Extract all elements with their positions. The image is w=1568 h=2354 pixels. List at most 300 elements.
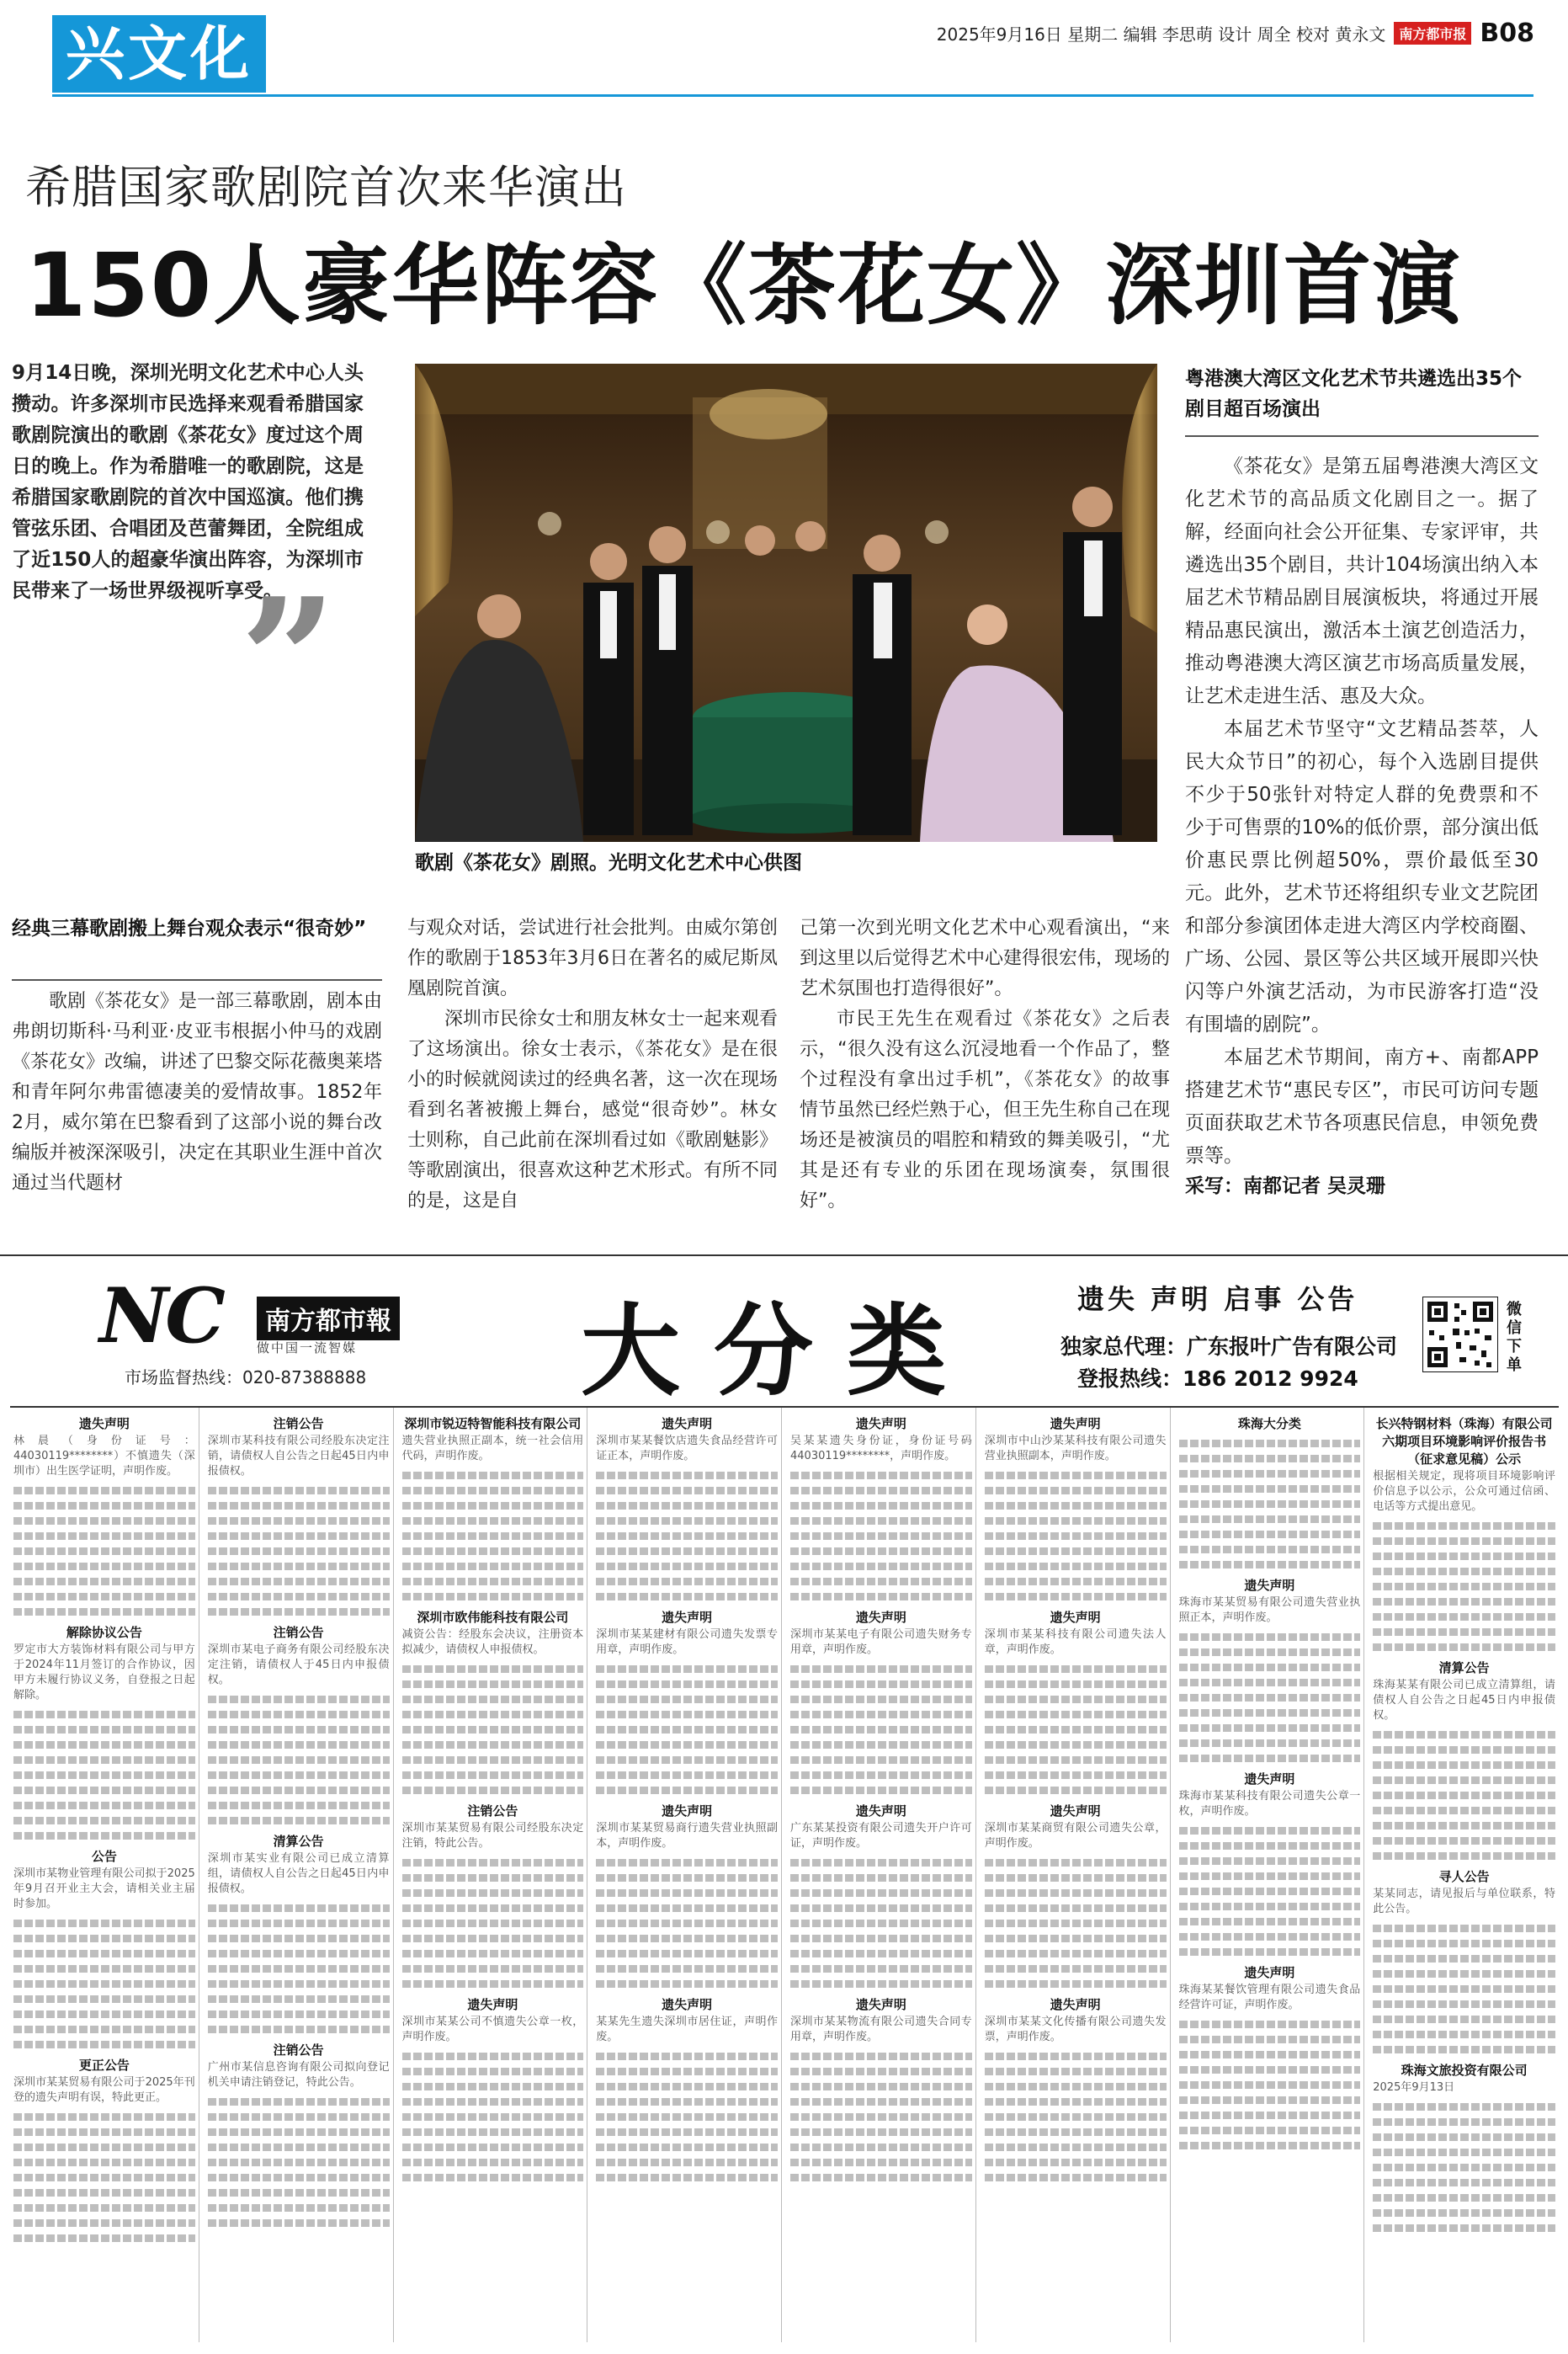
notice-text: 深圳市某科技有限公司经股东决定注销，请债权人自公告之日起45日内申报债权。 [207, 1435, 390, 1478]
fine-print-line [790, 2174, 972, 2181]
notice-text: 2025年9月13日 [1373, 2081, 1455, 2094]
fine-print-line [13, 1920, 195, 1927]
fine-print-line [13, 1726, 195, 1734]
notice-text: 珠海某某餐饮管理有限公司遗失食品经营许可证，声明作废。 [1178, 1984, 1361, 2011]
fine-print-line [790, 1771, 972, 1779]
fine-print-line [402, 2113, 584, 2121]
fine-print-line [13, 1711, 195, 1718]
fine-print-line [1179, 2127, 1361, 2134]
fine-print-line [596, 1593, 778, 1600]
classified-grid [10, 1406, 1559, 2342]
fine-print-line [13, 1487, 195, 1494]
fine-print-line [1179, 1724, 1361, 1732]
fine-print-line [985, 1859, 1167, 1867]
article-paragraph: 己第一次到光明文化艺术中心观看演出，“来到这里以后觉得艺术中心建得很宏伟，现场的艺术氛围也打造得很好”。 [800, 918, 1171, 999]
notice-text: 遗失营业执照正副本，统一社会信用代码，声明作废。 [401, 1435, 584, 1462]
fine-print-line [402, 1665, 584, 1673]
notice-text: 深圳市某某文化传播有限公司遗失发票，声明作废。 [984, 2016, 1167, 2043]
fine-print-line [985, 1593, 1167, 1600]
fine-print-line [596, 1980, 778, 1988]
notice-text: 珠海市某某科技有限公司遗失公章一枚，声明作废。 [1178, 1790, 1361, 1818]
fine-print-line [596, 1726, 778, 1734]
date-editor-line: 2025年9月16日 星期二 编辑 李思萌 设计 周全 校对 黄永文 [936, 24, 1386, 45]
fine-print-line [402, 1771, 584, 1779]
fine-print-line [13, 1532, 195, 1540]
fine-print-line [402, 1741, 584, 1749]
fine-print-line [596, 1680, 778, 1688]
fine-print-line [985, 1726, 1167, 1734]
fine-print-line [208, 1995, 390, 2003]
fine-print-line [1179, 1515, 1361, 1523]
notice-title: 遗失声明 [1244, 1965, 1295, 1980]
fine-print-line [402, 2083, 584, 2090]
fine-print-line [208, 1756, 390, 1764]
notice-title: 清算公告 [1438, 1660, 1490, 1675]
classified-column [1176, 1408, 1365, 2342]
fine-print-line [1179, 2066, 1361, 2074]
fine-print-line [596, 2144, 778, 2151]
fine-print-line [1373, 1552, 1555, 1560]
fine-print-line [1373, 1822, 1555, 1829]
fine-print-line [985, 1756, 1167, 1764]
fine-print-line [596, 1487, 778, 1494]
fine-print-line [596, 2098, 778, 2106]
fine-print-line [402, 2128, 584, 2136]
notice-text: 根据相关规定，现将项目环境影响评价信息予以公示，公众可通过信函、电话等方式提出意见。 [1373, 1470, 1555, 1513]
fine-print-line [985, 1563, 1167, 1570]
notice-title: 遗失声明 [1244, 1578, 1295, 1593]
fine-print-line [1179, 1694, 1361, 1702]
notice-title: 珠海文旅投资有限公司 [1401, 2063, 1528, 2078]
fine-print-line [1179, 1546, 1361, 1553]
fine-print-line [402, 1696, 584, 1703]
fine-print-line [13, 2219, 195, 2227]
fine-print-line [13, 2159, 195, 2166]
fine-print-line [208, 2219, 390, 2227]
fine-print-line [402, 1578, 584, 1585]
fine-print-line [208, 2189, 390, 2197]
classified-column [1369, 1408, 1559, 2342]
fine-print-line [402, 1756, 584, 1764]
notice-text: 深圳市某某贸易有限公司于2025年刊登的遗失声明有误，特此更正。 [13, 2076, 195, 2104]
fine-print-line [402, 2068, 584, 2075]
notice-text: 减资公告：经股东会决议，注册资本拟减少，请债权人申报债权。 [401, 1628, 584, 1656]
fine-print-line [208, 1771, 390, 1779]
fine-print-line [402, 1980, 584, 1988]
fine-print-line [208, 1950, 390, 1957]
sidebar-paragraph: 本届艺术节坚守“文艺精品荟萃，人民大众节日”的初心，每个入选剧目提供不少于50张针对特定人群的免费票和不少于可售票的10%的低价票，部分演出低价惠民票比例超50%，票价最低至30元。此外，艺术节还将组织专业文艺院团和部分参演团体走进大湾区内学校商圈、广场、公园、景区等公共区域开展即兴快闪等户外演艺活动，为市民游客打造“没有围墙的剧院”。 [1185, 718, 1539, 1036]
fine-print-line [790, 1665, 972, 1673]
fine-print-line [985, 1980, 1167, 1988]
fine-print-line [13, 1965, 195, 1973]
fine-print-line [1373, 2103, 1555, 2111]
fine-print-line [13, 1980, 195, 1988]
fine-print-line [985, 1472, 1167, 1479]
fine-print-line [790, 1487, 972, 1494]
fine-print-line [985, 1711, 1167, 1718]
fine-print-line [13, 1608, 195, 1616]
fine-print-line [208, 2098, 390, 2106]
agent-line: 独家总代理：广东报叶广告有限公司 [1060, 1334, 1398, 1359]
fine-print-line [13, 2128, 195, 2136]
notice-title: 注销公告 [273, 1625, 324, 1640]
fine-print-line [13, 2174, 195, 2181]
sidebar-body [1185, 450, 1539, 1173]
section-headline: 经典三幕歌剧搬上舞台观众表示“很奇妙” [12, 918, 367, 940]
header-info [937, 19, 1534, 48]
notice-title: 遗失声明 [1244, 1771, 1295, 1787]
notice-title: 注销公告 [273, 2042, 324, 2058]
fine-print-line [1373, 2224, 1555, 2232]
fine-print-line [596, 1517, 778, 1525]
qr-code-icon[interactable] [1422, 1297, 1498, 1372]
fine-print-line [1179, 2112, 1361, 2119]
fine-print-line [985, 1935, 1167, 1942]
notice-title: 遗失声明 [662, 1610, 713, 1625]
fine-print-line [1179, 1903, 1361, 1910]
fine-print-line [790, 2128, 972, 2136]
fine-print-line [1373, 1583, 1555, 1590]
notice-text: 某某先生遗失深圳市居住证，声明作废。 [596, 2016, 778, 2043]
fine-print-line [1179, 1827, 1361, 1835]
fine-print-line [402, 1532, 584, 1540]
notice-title: 清算公告 [273, 1834, 324, 1849]
fine-print-line [208, 1965, 390, 1973]
fine-print-line [402, 1502, 584, 1510]
fine-print-line [790, 1741, 972, 1749]
fine-print-line [985, 2144, 1167, 2151]
fine-print-line [13, 1756, 195, 1764]
notice-text: 深圳市某某商贸有限公司遗失公章，声明作废。 [984, 1822, 1167, 1850]
fine-print-line [208, 2113, 390, 2121]
fine-print-line [1179, 2021, 1361, 2028]
fine-print-line [1373, 2164, 1555, 2171]
fine-print-line [1179, 1500, 1361, 1508]
fine-print-line [402, 1472, 584, 1479]
fine-print-line [790, 1547, 972, 1555]
fine-print-line [790, 2144, 972, 2151]
fine-print-line [790, 1563, 972, 1570]
fine-print-line [402, 2174, 584, 2181]
fine-print-line [596, 1935, 778, 1942]
fine-print-line [985, 2174, 1167, 2181]
fine-print-line [790, 1920, 972, 1927]
fine-print-line [790, 1532, 972, 1540]
fine-print-line [596, 2128, 778, 2136]
fine-print-line [985, 2113, 1167, 2121]
fine-print-line [1179, 1633, 1361, 1641]
fine-print-line [790, 2068, 972, 2075]
supervision-hotline: 市场监督热线：020-87388888 [125, 1367, 367, 1387]
fine-print-line [1373, 2149, 1555, 2156]
notice-title: 遗失声明 [467, 1997, 518, 2012]
notice-text: 深圳市某某科技有限公司遗失法人章，声明作废。 [984, 1628, 1167, 1656]
fine-print-line [1179, 1933, 1361, 1941]
notice-title: 遗失声明 [855, 1997, 906, 2012]
notice-title: 遗失声明 [855, 1610, 906, 1625]
fine-print-line [1373, 1837, 1555, 1845]
fine-print-line [13, 1787, 195, 1794]
fine-print-line [402, 2053, 584, 2060]
notice-text: 吴某某遗失身份证，身份证号码44030119********，声明作废。 [790, 1435, 972, 1462]
fine-print-line [596, 1965, 778, 1973]
fine-print-line [596, 2113, 778, 2121]
classified-column [593, 1408, 782, 2342]
article-subtitle: 希腊国家歌剧院首次来华演出 [25, 161, 627, 214]
fine-print-line [402, 1563, 584, 1570]
notice-title: 更正公告 [78, 2058, 130, 2073]
notice-text: 深圳市某某建材有限公司遗失发票专用章，声明作废。 [596, 1628, 778, 1656]
fine-print-line [985, 1889, 1167, 1897]
fine-print-line [1373, 2179, 1555, 2186]
fine-print-line [985, 1502, 1167, 1510]
fine-print-line [790, 1874, 972, 1882]
fine-print-line [985, 1741, 1167, 1749]
notice-text: 深圳市中山沙某某科技有限公司遗失营业执照副本，声明作废。 [984, 1435, 1167, 1462]
fine-print-line [208, 2128, 390, 2136]
fine-print-line [1179, 1888, 1361, 1895]
fine-print-line [596, 1578, 778, 1585]
notice-title: 遗失声明 [1050, 1997, 1101, 2012]
fine-print-line [1373, 1852, 1555, 1860]
fine-print-line [208, 1741, 390, 1749]
fine-print-line [208, 1711, 390, 1718]
fine-print-line [1179, 2036, 1361, 2043]
fine-print-line [13, 1502, 195, 1510]
notice-text: 深圳市某某贸易商行遗失营业执照副本，声明作废。 [596, 1822, 778, 1850]
article-column-2 [407, 913, 778, 1217]
notice-title: 遗失声明 [855, 1416, 906, 1431]
notice-title: 注销公告 [467, 1803, 518, 1819]
fine-print-line [1373, 1746, 1555, 1754]
fine-print-line [402, 1920, 584, 1927]
fine-print-line [596, 1696, 778, 1703]
fine-print-line [596, 2068, 778, 2075]
fine-print-line [1373, 2016, 1555, 2023]
article-paragraph: 深圳市民徐女士和朋友林女士一起来观看了这场演出。徐女士表示，《茶花女》是在很小的时候就阅读过的经典名著，这一次在现场看到名著被搬上舞台，感觉“很奇妙”。林女士则称，自己此前在深圳看过如《歌剧魅影》等歌剧演出，很喜欢这种艺术形式。有所不同的是，这是自 [407, 1009, 779, 1212]
classified-column [981, 1408, 1171, 2342]
fine-print-line [1373, 1807, 1555, 1814]
fine-print-line [402, 1874, 584, 1882]
quote-icon: ” [240, 562, 338, 759]
classified-column [205, 1408, 394, 2342]
fine-print-line [208, 1578, 390, 1585]
fine-print-line [1179, 1470, 1361, 1478]
fine-print-line [985, 1965, 1167, 1973]
fine-print-line [1373, 1537, 1555, 1545]
fine-print-line [208, 1920, 390, 1927]
fine-print-line [596, 1472, 778, 1479]
fine-print-line [1179, 2051, 1361, 2058]
notice-text: 深圳市某某餐饮店遗失食品经营许可证正本，声明作废。 [596, 1435, 778, 1462]
notice-title: 遗失声明 [662, 1416, 713, 1431]
fine-print-line [790, 1787, 972, 1794]
fine-print-line [13, 1935, 195, 1942]
fine-print-line [1373, 1568, 1555, 1575]
fine-print-line [1373, 2046, 1555, 2053]
fine-print-line [596, 2159, 778, 2166]
sidebar-rule [1185, 435, 1539, 437]
fine-print-line [1179, 2096, 1361, 2104]
fine-print-line [13, 1817, 195, 1824]
notice-text: 深圳市某电子商务有限公司经股东决定注销，请债权人于45日内申报债权。 [207, 1643, 390, 1686]
notice-text: 广州市某信息咨询有限公司拟向登记机关申请注销登记，特此公告。 [207, 2061, 390, 2089]
fine-print-line [208, 2010, 390, 2018]
fine-print-line [790, 1517, 972, 1525]
notice-title: 遗失声明 [855, 1803, 906, 1819]
fine-print-line [1179, 1455, 1361, 1462]
fine-print-line [985, 1787, 1167, 1794]
fine-print-line [402, 1517, 584, 1525]
fine-print-line [985, 1578, 1167, 1585]
fine-print-line [596, 1787, 778, 1794]
article-title: 150人豪华阵容《茶花女》深圳首演 [25, 234, 1463, 337]
fine-print-line [1179, 1948, 1361, 1956]
fine-print-line [1179, 1842, 1361, 1850]
notice-title: 深圳市欧伟能科技有限公司 [417, 1610, 569, 1625]
fine-print-line [1373, 1985, 1555, 1993]
sidebar-headline: 粤港澳大湾区文化艺术节共遴选出35个剧目超百场演出 [1185, 368, 1523, 420]
article-paragraph: 与观众对话，尝试进行社会批判。由威尔第创作的歌剧于1853年3月6日在著名的威尼斯凤凰剧院首演。 [407, 918, 779, 999]
fine-print-line [1373, 2209, 1555, 2217]
notice-title: 深圳市锐迈特智能科技有限公司 [404, 1416, 582, 1431]
fine-print-line [402, 1935, 584, 1942]
fine-print-line [1373, 1628, 1555, 1636]
fine-print-line [1373, 1925, 1555, 1932]
fine-print-line [596, 1665, 778, 1673]
fine-print-line [1373, 1776, 1555, 1784]
fine-print-line [208, 2174, 390, 2181]
classified-top-rule [0, 1254, 1568, 1256]
fine-print-line [596, 1874, 778, 1882]
notice-text: 罗定市大方装饰材料有限公司与甲方于2024年11月签订的合作协议，因甲方未履行协议义务，自登报之日起解除。 [13, 1643, 195, 1702]
classified-subtitle: 遗失 声明 启事 公告 [1077, 1283, 1358, 1315]
fine-print-line [985, 2068, 1167, 2075]
fine-print-line [402, 2144, 584, 2151]
fine-print-line [13, 2189, 195, 2197]
fine-print-line [596, 1502, 778, 1510]
fine-print-line [985, 1665, 1167, 1673]
fine-print-line [1373, 2118, 1555, 2126]
fine-print-line [13, 1771, 195, 1779]
fine-print-line [402, 1711, 584, 1718]
fine-print-line [1373, 1598, 1555, 1606]
wechat-order-label: 微信下单 [1507, 1301, 1522, 1374]
notice-title: 解除协议公告 [66, 1625, 142, 1640]
opera-photo [415, 364, 1157, 842]
page-number: B08 [1480, 19, 1534, 48]
section-banner: 兴文化 [52, 15, 266, 93]
fine-print-line [596, 1532, 778, 1540]
notice-title: 注销公告 [273, 1416, 324, 1431]
fine-print-line [402, 1787, 584, 1794]
fine-print-line [985, 1771, 1167, 1779]
photo-caption: 歌剧《茶花女》剧照。光明文化艺术中心供图 [415, 852, 802, 874]
fine-print-line [790, 1696, 972, 1703]
fine-print-line [596, 1904, 778, 1912]
fine-print-line [1373, 1792, 1555, 1799]
notice-text: 深圳市某某贸易有限公司经股东决定注销，特此公告。 [401, 1822, 584, 1850]
fine-print-line [13, 1832, 195, 1840]
fine-print-line [13, 1547, 195, 1555]
fine-print-line [1179, 1679, 1361, 1686]
fine-print-line [1373, 1613, 1555, 1621]
fine-print-line [402, 1859, 584, 1867]
notice-title: 遗失声明 [1050, 1610, 1101, 1625]
fine-print-line [402, 1950, 584, 1957]
nc-paper-name: 南方都市報 [257, 1297, 400, 1340]
article-paragraph: 歌剧《茶花女》是一部三幕歌剧，剧本由弗朗切斯科·马利亚·皮亚韦根据小仲马的戏剧《茶花女》改编，讲述了巴黎交际花薇奥莱塔和青年阿尔弗雷德凄美的爱情故事。1852年2月，威尔第在巴黎看到了这部小说的舞台改编版并被深深吸引，决定在其职业生涯中首次通过当代题材 [12, 991, 383, 1194]
fine-print-line [402, 2159, 584, 2166]
fine-print-line [208, 2026, 390, 2033]
header-rule [52, 94, 1533, 97]
fine-print-line [985, 1532, 1167, 1540]
fine-print-line [208, 1487, 390, 1494]
fine-print-line [790, 1502, 972, 1510]
fine-print-line [1373, 1731, 1555, 1739]
fine-print-line [402, 1547, 584, 1555]
fine-print-line [1373, 1940, 1555, 1947]
classified-column [787, 1408, 976, 2342]
fine-print-line [985, 1920, 1167, 1927]
article-paragraph: 市民王先生在观看过《茶花女》之后表示，“很久没有这么沉浸地看一个作品了，整个过程没有拿出过手机”，《茶花女》的故事情节虽然已经烂熟于心，但王先生称自己在现场还是被演员的唱腔和精致的舞美吸引，“尤其是还有专业的乐团在现场演奏，氛围很好”。 [800, 1009, 1171, 1212]
fine-print-line [13, 2234, 195, 2242]
fine-print-line [985, 2053, 1167, 2060]
fine-print-line [790, 1726, 972, 1734]
fine-print-line [208, 1608, 390, 1616]
fine-print-line [790, 2098, 972, 2106]
nc-logo: NC [99, 1271, 222, 1361]
sidebar-paragraph: 《茶花女》是第五届粤港澳大湾区文化艺术节的高品质文化剧目之一。据了解，经面向社会公开征集、专家评审，共遴选出35个剧目，共计104场演出纳入本届艺术节精品剧目展演板块，将通过开展精品惠民演出，激活本土演艺创造活力，推动粤港澳大湾区演艺市场高质量发展，让艺术走进生活、惠及大众。 [1185, 455, 1539, 707]
notice-text: 深圳市某某物流有限公司遗失合同专用章，声明作废。 [790, 2016, 972, 2043]
notice-text: 广东某某投资有限公司遗失开户许可证，声明作废。 [790, 1822, 972, 1850]
classified-title: 大分类 [581, 1293, 981, 1409]
fine-print-line [596, 1547, 778, 1555]
fine-print-line [208, 1726, 390, 1734]
notice-text: 深圳市某某公司不慎遗失公章一枚，声明作废。 [401, 2016, 584, 2043]
fine-print-line [13, 2113, 195, 2121]
fine-print-line [208, 2204, 390, 2212]
notice-text: 深圳市某某电子有限公司遗失财务专用章，声明作废。 [790, 1628, 972, 1656]
fine-print-line [1373, 1955, 1555, 1963]
fine-print-line [208, 1787, 390, 1794]
fine-print-line [790, 2113, 972, 2121]
fine-print-line [1179, 1664, 1361, 1671]
fine-print-line [13, 1517, 195, 1525]
fine-print-line [208, 2159, 390, 2166]
fine-print-line [790, 1472, 972, 1479]
article-column-3 [800, 913, 1170, 1217]
fine-print-line [1179, 2081, 1361, 2089]
fine-print-line [13, 1741, 195, 1749]
fine-print-line [208, 1980, 390, 1988]
classified-column [399, 1408, 588, 2342]
fine-print-line [1179, 1755, 1361, 1762]
fine-print-line [208, 1904, 390, 1912]
fine-print-line [985, 2098, 1167, 2106]
fine-print-line [402, 1965, 584, 1973]
fine-print-line [596, 1741, 778, 1749]
fine-print-line [596, 1756, 778, 1764]
notice-title: 寻人公告 [1438, 1869, 1490, 1884]
fine-print-line [208, 1517, 390, 1525]
fine-print-line [790, 2159, 972, 2166]
fine-print-line [208, 1547, 390, 1555]
sidebar-paragraph: 本届艺术节期间，南方+、南都APP搭建艺术节“惠民专区”，市民可访问专题页面获取艺术节各项惠民信息，申领免费票等。 [1185, 1047, 1539, 1167]
fine-print-line [985, 2159, 1167, 2166]
fine-print-line [1373, 2194, 1555, 2202]
fine-print-line [1179, 1872, 1361, 1880]
